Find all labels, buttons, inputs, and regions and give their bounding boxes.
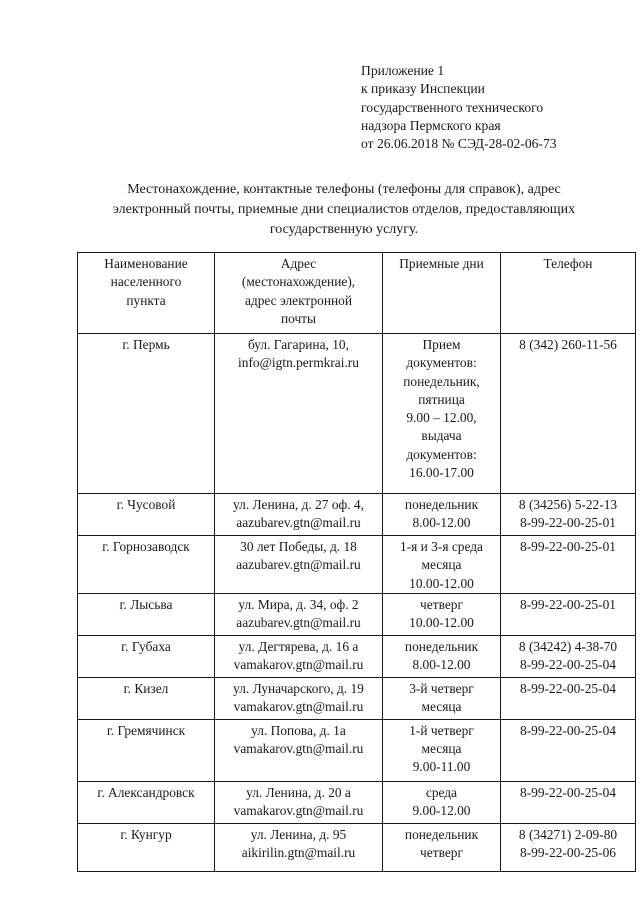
- cell-line: г. Александровск: [97, 784, 195, 800]
- table-row: [78, 494, 636, 536]
- table-row: [78, 635, 636, 677]
- reception-days-cell: [383, 719, 501, 781]
- settlement-cell: [78, 494, 215, 536]
- cell-line: документов:: [406, 355, 477, 371]
- cell-line: понедельник: [404, 497, 479, 512]
- cell-line: ул. Дегтярева, д. 16 а: [238, 638, 359, 654]
- header-cell-address: Адрес (местонахождение), адрес электронной почты: [215, 253, 383, 334]
- cell-line: месяца: [421, 699, 462, 715]
- cell-line: г. Губаха: [121, 638, 171, 654]
- cell-line: ул. Ленина, д. 95: [250, 826, 347, 842]
- address-cell: [215, 677, 383, 719]
- cell-line: г. Лысьва: [119, 596, 173, 612]
- cell-line: выдача: [421, 428, 462, 444]
- cell-line: г. Кунгур: [120, 826, 172, 842]
- header-cell-phone: Телефон: [501, 253, 636, 334]
- cell-line: 1-я и 3-я среда: [400, 539, 483, 554]
- settlement-cell: [78, 593, 215, 635]
- address-cell: [215, 593, 383, 635]
- cell-line: ул. Попова, д. 1а: [251, 722, 346, 738]
- cell-line: бул. Гагарина, 10,: [248, 337, 349, 352]
- phone-cell: [501, 593, 636, 635]
- address-cell: [215, 781, 383, 823]
- header-line: Приложение 1: [361, 63, 445, 78]
- reception-days-cell: [383, 823, 501, 871]
- header-cell-settlement: Наименование населенного пункта: [78, 253, 215, 334]
- header-line: надзора Пермского края: [361, 117, 501, 133]
- settlement-cell: [78, 781, 215, 823]
- cell-line: 8-99-22-00-25-04: [520, 680, 616, 696]
- address-cell: [215, 494, 383, 536]
- table-row: [78, 719, 636, 781]
- cell-line: 8-99-22-00-25-01: [520, 596, 616, 612]
- settlement-cell: [78, 635, 215, 677]
- address-cell: [215, 635, 383, 677]
- offices-table: [77, 252, 636, 872]
- cell-line: г. Кизел: [123, 680, 169, 696]
- cell-line: 8 (34271) 2-09-80: [518, 826, 618, 842]
- reception-days-cell: [383, 593, 501, 635]
- address-cell: [215, 536, 383, 594]
- phone-cell: [501, 536, 636, 594]
- cell-line: г. Пермь: [122, 337, 170, 352]
- phone-cell: [501, 823, 636, 871]
- cell-line: четверг: [420, 596, 463, 612]
- header-line: от 26.06.2018 № СЭД-28-02-06-73: [361, 136, 557, 152]
- cell-line: aazubarev.gtn@mail.ru: [236, 515, 361, 531]
- table-row: [78, 781, 636, 823]
- cell-line: aazubarev.gtn@mail.ru: [236, 615, 361, 631]
- cell-line: ул. Мира, д. 34, оф. 2: [238, 596, 359, 612]
- phone-cell: [501, 334, 636, 494]
- phone-cell: [501, 494, 636, 536]
- cell-line: 8-99-22-00-25-01: [520, 539, 616, 554]
- cell-line: ул. Ленина, д. 27 оф. 4,: [233, 497, 364, 512]
- cell-line: 8.00-12.00: [412, 515, 471, 531]
- document-heading: [84, 180, 604, 240]
- cell-line: Прием: [422, 337, 461, 352]
- phone-cell: [501, 635, 636, 677]
- cell-line: 8 (34256) 5-22-13: [518, 497, 618, 512]
- header-line: к приказу Инспекции: [361, 81, 485, 97]
- address-cell: [215, 823, 383, 871]
- cell-line: 16.00-17.00: [409, 465, 474, 481]
- cell-line: понедельник: [404, 826, 479, 842]
- heading-line: государственную услугу.: [269, 222, 419, 237]
- phone-cell: [501, 719, 636, 781]
- cell-line: 8 (34242) 4-38-70: [518, 638, 618, 654]
- phone-cell: [501, 781, 636, 823]
- cell-line: г. Чусовой: [116, 497, 176, 512]
- cell-line: 8-99-22-00-25-04: [520, 784, 616, 800]
- cell-line: info@igtn.permkrai.ru: [238, 355, 359, 371]
- reception-days-cell: [383, 334, 501, 494]
- reception-days-cell: [383, 536, 501, 594]
- header-cell-reception-days: Приемные дни: [383, 253, 501, 334]
- settlement-cell: [78, 536, 215, 594]
- appendix-header: [361, 62, 557, 153]
- cell-line: 10.00-12.00: [409, 575, 474, 591]
- cell-line: vamakarov.gtn@mail.ru: [233, 741, 364, 757]
- settlement-cell: [78, 823, 215, 871]
- reception-days-cell: [383, 677, 501, 719]
- cell-line: 8-99-22-00-25-04: [520, 657, 616, 673]
- reception-days-cell: [383, 635, 501, 677]
- cell-line: г. Горнозаводск: [102, 539, 190, 554]
- cell-line: документов:: [406, 446, 477, 462]
- cell-line: 9.00-11.00: [412, 759, 471, 775]
- cell-line: ул. Ленина, д. 20 а: [246, 784, 351, 800]
- phone-cell: [501, 677, 636, 719]
- table-row: [78, 536, 636, 594]
- cell-line: месяца: [421, 557, 462, 573]
- table-row: [78, 677, 636, 719]
- cell-line: 9.00-12.00: [412, 803, 471, 819]
- cell-line: 10.00-12.00: [409, 615, 474, 631]
- heading-line: электронный почты, приемные дни специалистов отделов, предоставляющих: [112, 202, 576, 217]
- cell-line: среда: [425, 784, 458, 800]
- cell-line: aikirilin.gtn@mail.ru: [241, 845, 356, 861]
- table-row: [78, 823, 636, 871]
- cell-line: 8-99-22-00-25-01: [520, 515, 616, 531]
- cell-line: aazubarev.gtn@mail.ru: [236, 557, 361, 573]
- heading-line: Местонахождение, контактные телефоны (телефоны для справок), адрес: [127, 182, 561, 197]
- cell-line: 1-й четверг: [409, 722, 474, 738]
- table-row: [78, 334, 636, 494]
- settlement-cell: [78, 719, 215, 781]
- table-header-row: [78, 253, 636, 334]
- reception-days-cell: [383, 494, 501, 536]
- address-cell: [215, 334, 383, 494]
- reception-days-cell: [383, 781, 501, 823]
- cell-line: пятница: [418, 391, 465, 407]
- cell-line: 8-99-22-00-25-04: [520, 722, 616, 738]
- cell-line: vamakarov.gtn@mail.ru: [233, 657, 364, 673]
- cell-line: 8 (342) 260-11-56: [519, 337, 617, 352]
- settlement-cell: [78, 334, 215, 494]
- cell-line: г. Гремячинск: [106, 722, 186, 738]
- cell-line: 9.00 – 12.00,: [406, 410, 477, 426]
- cell-line: 3-й четверг: [409, 680, 474, 696]
- cell-line: месяца: [421, 741, 462, 757]
- address-cell: [215, 719, 383, 781]
- cell-line: vamakarov.gtn@mail.ru: [233, 699, 364, 715]
- cell-line: четверг: [420, 845, 463, 861]
- table-row: [78, 593, 636, 635]
- settlement-cell: [78, 677, 215, 719]
- cell-line: vamakarov.gtn@mail.ru: [233, 803, 364, 819]
- cell-line: понедельник,: [403, 373, 480, 389]
- cell-line: 8-99-22-00-25-06: [520, 845, 616, 861]
- cell-line: 8.00-12.00: [412, 657, 471, 673]
- cell-line: ул. Луначарского, д. 19: [233, 680, 364, 696]
- cell-line: понедельник: [404, 638, 479, 654]
- header-line: государственного технического: [361, 99, 544, 115]
- cell-line: 30 лет Победы, д. 18: [240, 539, 357, 554]
